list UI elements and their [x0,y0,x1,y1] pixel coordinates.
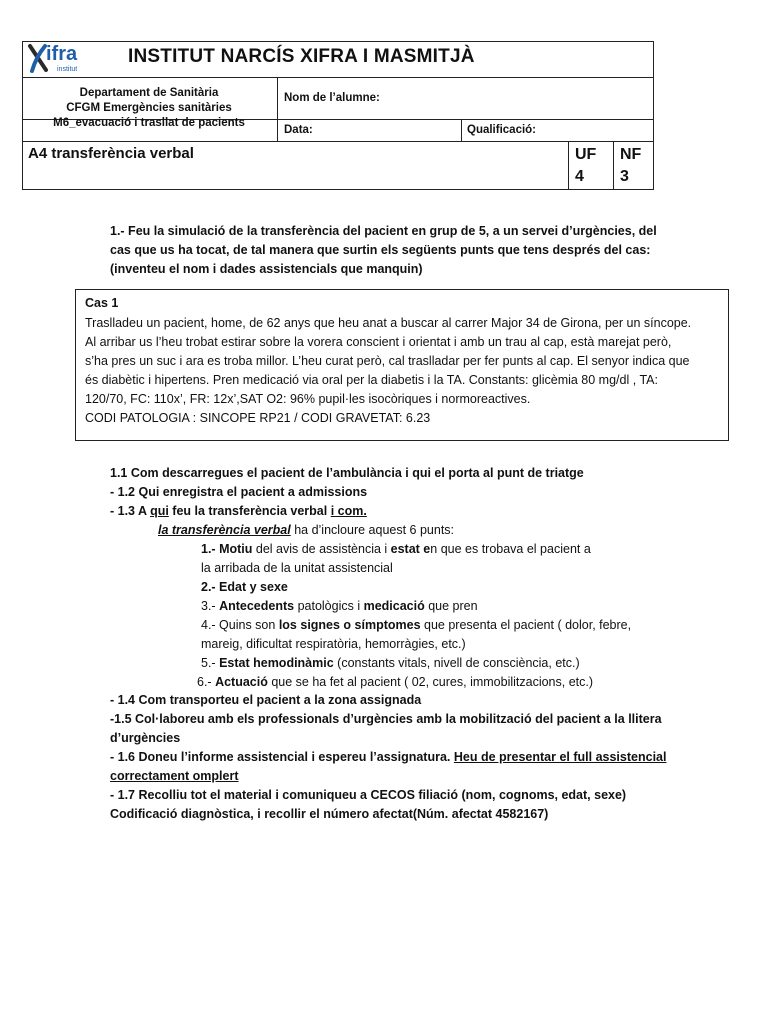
instruction-line: (inventeu el nom i dades assistencials que manquin) [110,262,423,276]
point-1-5: -1.5 Col·laboreu amb els professionals d’urgències amb la mobilització del pacient a la llitera [110,712,662,726]
verbal-transfer-title: la transferència verbal [158,523,291,537]
sub-point-5 [201,654,580,673]
point-1-1: 1.1 Com descarregues el pacient de l’ambulància i qui el porta al punt de triatge [110,466,584,480]
point-text-underlined: i com. [330,504,367,518]
instruction-line: 1.- Feu la simulació de la transferència del pacient en grup de 5, a un servei d’urgències, del [110,224,657,238]
grade-label: Qualificació: [467,124,537,136]
sub-num: 6.- [197,675,216,689]
school-logo [26,43,88,76]
sub-point-1-cont: la arribada de la unitat assistencial [201,561,393,575]
sub-bold: los signes o símptomes [278,618,421,632]
sub-bold: medicació [363,599,425,613]
sub-text: que se ha fet al pacient ( 02, cures, immobilitzacions, etc.) [267,675,594,689]
point-1-6-cont: correctament omplert [110,769,239,783]
uf-label: UF [575,146,597,163]
school-title: INSTITUT NARCÍS XIFRA I MASMITJÀ [128,46,475,67]
point-1-7-cont: Codificació diagnòstica, i recollir el número afectat(Núm. afectat 4582167) [110,807,549,821]
nf-label: NF [620,146,642,163]
point-1-5-cont: d’urgències [110,731,181,745]
student-name-field[interactable] [390,80,650,118]
point-1-3 [110,502,367,521]
sub-bold: Estat hemodinàmic [219,656,334,670]
case-line: 120/70, FC: 110x’, FR: 12x’,SAT O2: 96% pupil·les isocòriques i normoreactives. [85,392,531,406]
sub-point-6 [197,673,593,692]
verbal-transfer-heading [158,521,454,540]
nf-value: 3 [620,168,629,185]
sub-point-3 [201,597,478,616]
sub-point-4-cont: mareig, dificultat respiratòria, hemorràgies, etc.) [201,637,466,651]
point-text-underlined: Heu de presentar el full assistencial [453,750,667,764]
dept-line: CFGM Emergències sanitàries [66,102,232,114]
sub-point-4 [201,616,631,635]
instruction-line: cas que us ha tocat, de tal manera que surtin els següents punts que tens després del cas: [110,243,651,257]
sub-num: 1.- [201,542,220,556]
student-name-label: Nom de l’alumne: [284,92,380,104]
case-line: Al arribar us l’heu trobat estirar sobre la vorera conscient i orientat i amb un trau al cap, està marejat però, [85,335,672,349]
sub-text: (constants vitals, nivell de consciència, etc.) [333,656,580,670]
sub-text: del avis de assistència i [252,542,391,556]
activity-title: A4 transferència verbal [28,145,194,162]
sub-bold: estat e [390,542,431,556]
sub-num: 3.- [201,599,220,613]
sub-text: patològics i [294,599,364,613]
case-line: CODI PATOLOGIA : SINCOPE RP21 / CODI GRAVETAT: 6.23 [85,411,431,425]
date-field[interactable] [320,121,458,140]
point-text: - 1.3 A [110,504,151,518]
sub-num: 5.- [201,656,220,670]
sub-text: 4.- Quins son [201,618,279,632]
logo-text: ifra [46,43,78,65]
uf-value: 4 [575,168,584,185]
case-line: s’ha pres un suc i ara es troba millor. L’heu curat però, cal traslladar per fer punts al cap. El senyor indica que [85,354,690,368]
case-box [75,289,729,441]
sub-point-2: 2.- Edat y sexe [201,580,288,594]
sub-bold: Actuació [215,675,268,689]
sub-bold: Antecedents [219,599,295,613]
grade-field[interactable] [540,121,650,140]
case-title: Cas 1 [85,296,119,310]
point-1-7: - 1.7 Recolliu tot el material i comuniqueu a CECOS filiació (nom, cognoms, edat, sexe) [110,788,627,802]
point-text: - 1.6 Doneu l’informe assistencial i espereu l’assignatura. [110,750,454,764]
point-text-underlined: qui [150,504,169,518]
dept-line: Departament de Sanitària [79,87,219,99]
point-1-6 [110,748,666,767]
sub-text: n que es trobava el pacient a [430,542,591,556]
case-line: Traslladeu un pacient, home, de 62 anys que heu anat a buscar al carrer Major 34 de Girona, per un síncope. [85,316,692,330]
sub-text: que pren [424,599,478,613]
logo-subtext: institut [57,66,78,73]
verbal-transfer-rest: ha d’incloure aquest 6 punts: [290,523,455,537]
point-1-4: - 1.4 Com transporteu el pacient a la zona assignada [110,693,422,707]
sub-text: que presenta el pacient ( dolor, febre, [420,618,632,632]
sub-point-1 [201,540,591,559]
point-1-2: - 1.2 Qui enregistra el pacient a admissions [110,485,368,499]
department-info [22,86,276,131]
dept-line: M6_evacuació i trasllat de pacients [53,117,245,129]
case-line: és diabètic i hipertens. Pren medicació via oral per la diabetis i la TA. Constants: glicèmia 80 mg/dl , TA: [85,373,658,387]
date-label: Data: [284,124,313,136]
point-text: feu la transferència verbal [168,504,331,518]
sub-bold: Motiu [219,542,253,556]
